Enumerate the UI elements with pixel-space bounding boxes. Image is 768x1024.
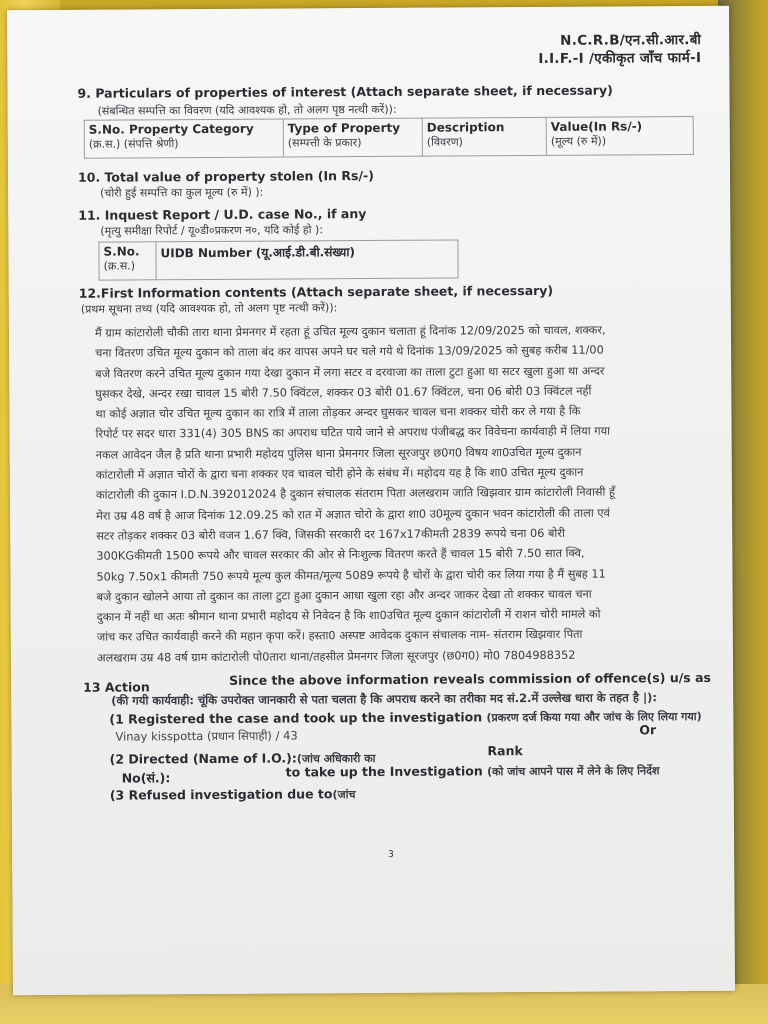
form-sheet bbox=[7, 6, 735, 995]
fir-line: मेरा उम्र 48 वर्ष है आज दिनांक 12.09.25 को रात में अज्ञात चोरो के द्वारा शा0 उ0मूल्य दुकान भवन कांटारोली की ताला एवं bbox=[96, 506, 610, 523]
section-9-subtitle: (संबन्धित सम्पत्ति का विवरण (यदि आवश्यक हो, तो अलग पृष्ठ नत्थी करें)): bbox=[97, 102, 397, 118]
property-col-value: Value(In Rs/-) (मूल्य (रु में)) bbox=[546, 117, 693, 156]
uidb-table bbox=[98, 239, 458, 280]
action-option-1: (1 Registered the case and took up the investigation (प्रकरण दर्ज किया गया और जांच के लिए लिया गया) bbox=[109, 709, 702, 727]
fir-line: अलखराम उम्र 48 वर्ष ग्राम कांटारोली पो0तारा थाना/तहसील प्रेमनगर जिला सूरजपुर (छ0ग0) मो0 7804988352 bbox=[96, 648, 576, 665]
form-code-iif: I.I.F.-I /एकीकृत जाँच फार्म-I bbox=[538, 49, 702, 67]
fir-line: कांटारोली की दुकान I.D.N.392012024 है दुकान संचालक संतराम पिता अलखराम जाति खिझवार ग्राम कांटारोली निवासी हूँ bbox=[95, 485, 616, 503]
section-13-subtitle: (की गयी कार्यवाही: चूंकि उपरोक्त जानकारी से पता चलता है कि अपराध करने का तरीका मद सं.2.में उल्लेख धारा के तहत है |): bbox=[111, 690, 658, 708]
fir-line: बजे वितरण करने उचित मूल्य दुकान गया देखा दुकान में लगा सटर व दरवाजा का ताला टुटा हुआ था सटर खुला हुआ था अन्दर bbox=[95, 364, 605, 381]
take-up-investigation: to take up the Investigation (को जांच आपने पास में लेने के लिए निर्देश bbox=[285, 763, 660, 780]
fir-line: चना वितरण उचित मूल्य दुकान को ताला बंद कर वापस अपने घर चले गये थे दिनांक 13/09/2025 को सुबह करीब 11/00 bbox=[95, 343, 604, 360]
number-label: No(सं.): bbox=[121, 770, 171, 786]
property-table bbox=[84, 116, 694, 159]
fir-line: घुसकर देखे, अन्दर रखा चावल 15 बोरी 7.50 क्विंटल, शक्कर 03 बोरी 01.67 क्विंटल, चना 06 बोरी 03 क्विंटल नहीं bbox=[95, 384, 592, 401]
section-12-subtitle: (प्रथम सूचना तथ्य (यदि आवश्यक हो, तो अलग पृष्ट नत्थी करें)): bbox=[80, 301, 338, 316]
fir-line: 50kg 7.50x1 कीमती 750 रूपये मूल्य कुल कीमत/मूल्य 5089 रूपये है चोरों के द्वारा चोरी कर लिया गया है मैं सुबह 11 bbox=[96, 567, 606, 584]
form-code-ncrb: N.C.R.B/एन.सी.आर.बी bbox=[560, 31, 702, 49]
page-number: 3 bbox=[388, 849, 394, 860]
fir-line: दुकान में नहीं था अतः श्रीमान थाना प्रभारी महोदय से निवेदन है कि शा0उचित मूल्य दुकान कांटारोली में राशन चोरी मामले को bbox=[96, 607, 601, 624]
property-col-type: Type of Property (सम्पत्ती के प्रकार) bbox=[283, 118, 422, 157]
fir-line: नकल आवेदन जैल है प्रति थाना प्रभारी महोदय पुलिस थाना प्रेमनगर जिला सूरजपुर छ0ग0 विषय शा0उचित मूल्य दुकान bbox=[95, 445, 582, 462]
section-13-label: 13 Action bbox=[83, 679, 150, 695]
uidb-col-sno: S.No. (क्र.स.) bbox=[99, 242, 156, 280]
investigating-officer: Vinay kisspotta (प्रधान सिपाही) / 43 bbox=[115, 728, 298, 744]
section-10-title: 10. Total value of property stolen (In Rs/-) bbox=[77, 167, 374, 185]
fir-line: 300KGकीमती 1500 रूपये और चावल सरकार की ओर से निःशुल्क वितरण करते हैं चावल 15 बोरी 7.50 सात क्वि, bbox=[96, 546, 585, 563]
section-11-title: 11. Inquest Report / U.D. case No., if any bbox=[78, 206, 367, 223]
fir-line: कांटारोली में अज्ञात चोरों के द्वारा चना शक्कर एव चावल चोरी होने के संबंध में। महोदय यह है कि शा0 उचित मूल्य दुकान bbox=[95, 465, 584, 482]
fir-contents bbox=[95, 320, 709, 669]
fir-line: जांच कर उचित कार्यवाही करने की महान कृपा करें। हस्ता0 अस्पष्ट आवेदक दुकान संचालक नाम- संतराम खिझवार पिता bbox=[96, 628, 583, 645]
section-9-title: 9. Particulars of properties of interest (Attach separate sheet, if necessary) bbox=[77, 82, 613, 101]
section-13-title: Since the above information reveals commission of offence(s) u/s as bbox=[229, 669, 711, 688]
or-label: Or bbox=[639, 722, 657, 738]
section-10-subtitle: (चोरी हुई सम्पत्ति का कुल मूल्य (रु में) ): bbox=[100, 185, 264, 200]
section-12-title: 12.First Information contents (Attach separate sheet, if necessary) bbox=[78, 282, 554, 301]
uidb-col-number: UIDB Number (यू.आई.डी.बी.संख्या) bbox=[156, 240, 458, 280]
fir-line: बजे दुकान खोलने आया तो दुकान का ताला टुटा हुआ दुकान आधा खुला रहा और अन्दर जाकर देखा तो शक्कर चावल चना bbox=[96, 587, 592, 604]
property-col-category: S.No. Property Category (क्र.स.) (संपत्ति श्रेणी) bbox=[84, 119, 283, 158]
action-option-3: (3 Refused investigation due to(जांच bbox=[109, 786, 356, 803]
fir-line: मैं ग्राम कांटारोली चौकी तारा थाना प्रेमनगर में रहता हूं उचित मूल्य दुकान चलाता हूं दिनांक 12/09/2025 को चावल, शक्कर, bbox=[94, 323, 606, 340]
fir-line: था कोई अज्ञात चोर उचित मूल्य दुकान का रात्रि में ताला तोड़कर अन्दर घुसकर चावल चना शक्कर चोरी कर ले गया है कि bbox=[95, 404, 581, 421]
fir-line: सटर तोड़कर शक्कर 03 बोरी वजन 1.67 क्वि, जिसकी सरकारी दर 167x17कीमती 2839 रूपये चना 06 बोरी bbox=[96, 526, 565, 543]
property-col-description: Description (विवरण) bbox=[422, 117, 546, 156]
action-option-2: (2 Directed (Name of I.O.):(जांच अधिकारी का bbox=[109, 750, 376, 767]
section-11-subtitle: (मृत्यु समीक्षा रिपोर्ट / यू०डी०प्रकरण न०, यदि कोई हो ): bbox=[100, 223, 324, 238]
fir-line: रिपोर्ट पर सदर धारा 331(4) 305 BNS का अपराध घटित पाये जाने से अपराध पंजीबद्ध कर विवेचना कार्यवाही में लिया गया bbox=[95, 425, 611, 442]
rank-label: Rank bbox=[487, 743, 523, 759]
